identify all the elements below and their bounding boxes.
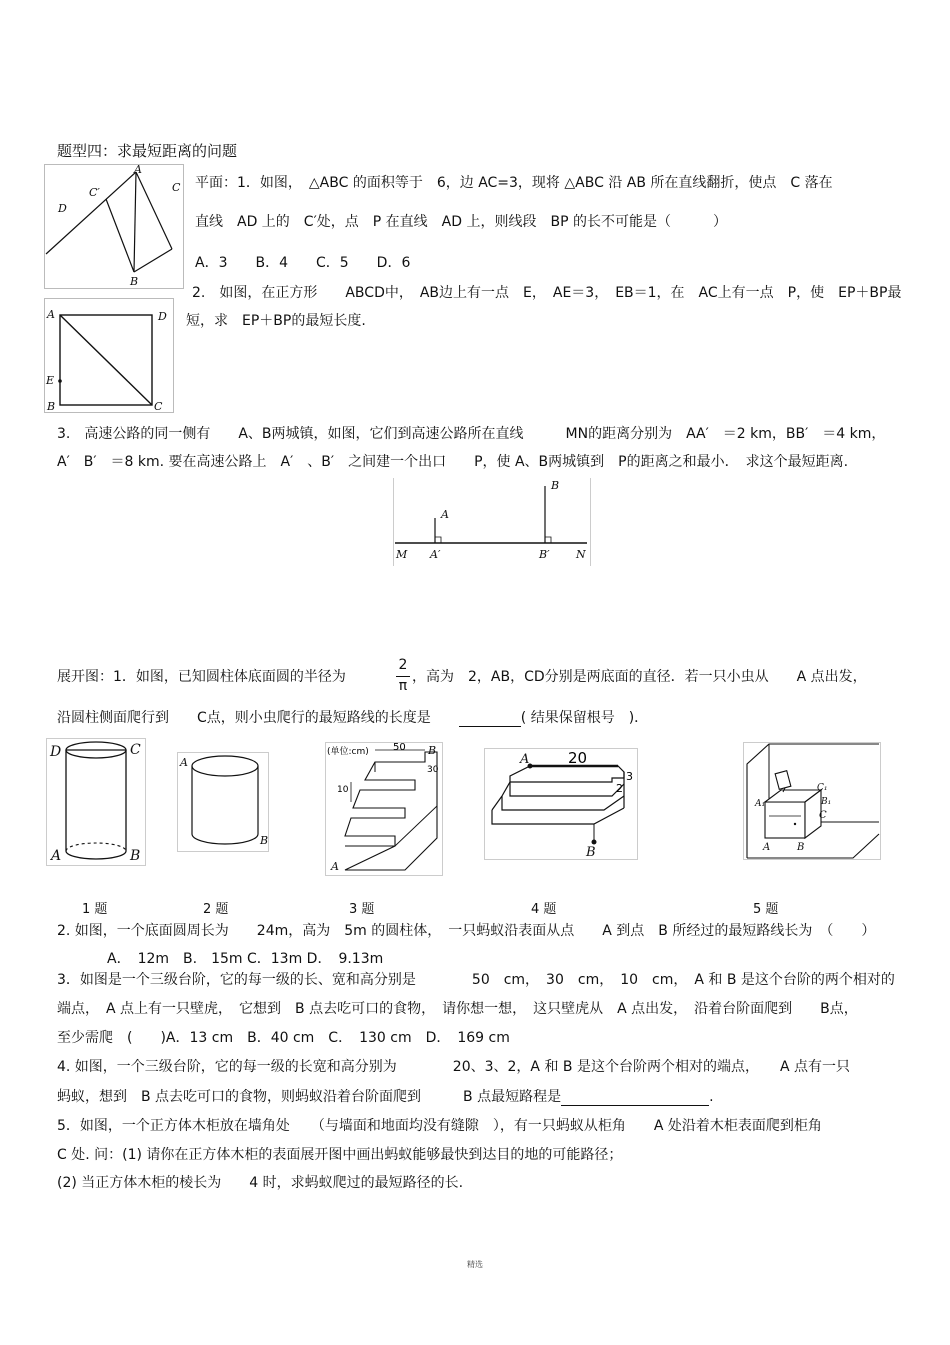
unfold-q3-line2: 端点， A 点上有一只壁虎， 它想到 B 点去吃可口的食物， 请你想一想， 这只壁虎从 A 点出发， 沿着台阶面爬到 B点， bbox=[57, 1001, 858, 1017]
unfold-q2-line1: 2. 如图，一个底面圆周长为 24m，高为 5m 的圆柱体， 一只蚂蚁沿表面从点 A 到点 B 所经过的最短路线长为 （ ） bbox=[57, 923, 876, 939]
dim-3: 3 bbox=[626, 770, 633, 783]
unfold-q4-line2 bbox=[57, 1088, 714, 1106]
answer-blank[interactable] bbox=[459, 712, 521, 727]
section-title: 题型四：求最短距离的问题 bbox=[57, 142, 238, 160]
label-D: D bbox=[58, 202, 67, 215]
label-B: B bbox=[130, 848, 141, 864]
label-C1: C₁ bbox=[817, 783, 828, 793]
unit-label: (单位:cm) bbox=[327, 747, 369, 757]
caption-4: 4 题 bbox=[531, 902, 557, 917]
label-B: B bbox=[260, 834, 269, 847]
label-B: B bbox=[551, 479, 560, 492]
page-footer: 精选 bbox=[467, 1260, 483, 1269]
figure-cylinder-1 bbox=[46, 738, 146, 866]
unfold-q2-options: A． 12m B. 15m C．13m D． 9.13m bbox=[107, 951, 384, 967]
plane-q1-text: 1．如图， △ABC 的面积等于 6，边 AC=3，现将 △ABC 沿 AB 所在直线翻折，使点 C 落在 bbox=[237, 175, 833, 191]
unfold-q1-line2-tail: ( 结果保留根号 )． bbox=[520, 710, 649, 726]
fraction-numerator: 2 bbox=[398, 657, 408, 673]
figure-square bbox=[44, 298, 174, 413]
unfold-q4-line1: 4. 如图，一个三级台阶，它的每一级的长宽和高分别为 20、3、2，A 和 B 是这个台阶两个相对的端点， A 点有一只 bbox=[57, 1059, 850, 1075]
figure-highway bbox=[393, 478, 591, 566]
label-B: B bbox=[586, 845, 596, 860]
label-B: B bbox=[47, 400, 56, 413]
plane-q1-line1 bbox=[195, 174, 833, 192]
plane-q3-line2: A′ B′ ＝8 km. 要在高速公路上 A′ 、B′ 之间建一个出口 P，使 A、B两城镇到 P的距离之和最小． 求这个最短距离. bbox=[57, 454, 849, 470]
label-B: B bbox=[130, 275, 139, 288]
label-D: D bbox=[50, 744, 62, 760]
unfold-q4-line2-tail: . bbox=[709, 1089, 714, 1105]
label-A: A bbox=[51, 848, 62, 864]
unfold-q1-line2 bbox=[57, 709, 648, 727]
label-C: C bbox=[172, 181, 181, 194]
unfold-q5-line2: C 处. 问：(1) 请你在正方体木柜的表面展开图中画出蚂蚁能够最快到达目的地的可能路径； bbox=[57, 1147, 623, 1163]
caption-2: 2 题 bbox=[203, 902, 229, 917]
answer-blank[interactable] bbox=[561, 1091, 709, 1106]
unfold-q5-line3: (2) 当正方体木柜的棱长为 4 时，求蚂蚁爬过的最短路径的长. bbox=[57, 1175, 464, 1191]
dim-10: 10 bbox=[337, 785, 349, 795]
figure-cabinet bbox=[743, 742, 881, 860]
dim-30: 30 bbox=[427, 765, 439, 775]
unfold-q5-line1: 5．如图，一个正方体木柜放在墙角处 （与墙面和地面均没有缝隙 ），有一只蚂蚁从柜角 A 处沿着木柜表面爬到柜角 bbox=[57, 1118, 822, 1134]
label-A: A bbox=[331, 860, 339, 873]
label-B: B bbox=[797, 842, 805, 853]
plane-q1-line2: 直线 AD 上的 C′处，点 P 在直线 AD 上，则线段 BP 的长不可能是（ ） bbox=[195, 214, 727, 230]
figure-triangle-fold bbox=[44, 164, 184, 289]
fraction-denominator: π bbox=[398, 678, 408, 694]
label-A1: A₁ bbox=[755, 799, 766, 809]
figure-cylinder-2 bbox=[177, 752, 269, 852]
figure-staircase-3 bbox=[325, 742, 443, 876]
label-A: A bbox=[441, 508, 449, 521]
plane-q1-options: A．3 B．4 C．5 D．6 bbox=[195, 255, 411, 271]
label-B-prime: B′ bbox=[539, 548, 550, 561]
plane-q3-line1: 3. 高速公路的同一侧有 A、B两城镇，如图，它们到高速公路所在直线 MN的距离分别为 AA′ ＝2 km，BB′ ＝4 km， bbox=[57, 426, 886, 442]
caption-3: 3 题 bbox=[349, 902, 375, 917]
label-A: A bbox=[180, 756, 188, 769]
label-A-prime: A′ bbox=[430, 548, 441, 561]
label-C: C bbox=[154, 400, 163, 413]
dim-20: 20 bbox=[568, 749, 588, 767]
fraction-bar bbox=[396, 676, 410, 677]
caption-1: 1 题 bbox=[82, 902, 108, 917]
label-M: M bbox=[396, 548, 408, 561]
dim-50: 50 bbox=[393, 742, 406, 753]
unfold-q4-line2-text: 蚂蚁，想到 B 点去吃可口的食物，则蚂蚁沿着台阶面爬到 B 点最短路程是 bbox=[57, 1089, 562, 1105]
unfold-q3-line1: 3．如图是一个三级台阶，它的每一级的长、宽和高分别是 50 cm， 30 cm， 10 cm， A 和 B 是这个台阶的两个相对的 bbox=[57, 972, 895, 988]
label-N: N bbox=[576, 548, 586, 561]
unfold-q3-line3: 至少需爬 ( )A．13 cm B．40 cm C． 130 cm D． 169 cm bbox=[57, 1030, 510, 1046]
unfold-q1-line1-before: 展开图：1．如图，已知圆柱体底面圆的半径为 bbox=[57, 669, 346, 685]
label-C: C bbox=[819, 810, 827, 821]
label-A: A bbox=[520, 752, 530, 767]
label-A: A bbox=[47, 308, 55, 321]
label-B: B bbox=[428, 744, 437, 757]
unfold-q1-line1-after: ，高为 2，AB，CD分别是两底面的直径．若一只小虫从 A 点出发， bbox=[412, 669, 867, 685]
plane-q2-line2: 短，求 EP＋BP的最短长度. bbox=[186, 313, 366, 329]
label-C: C bbox=[130, 742, 141, 758]
label-E: E bbox=[46, 374, 55, 387]
figure-staircase-4 bbox=[484, 748, 638, 860]
label-C-prime: C′ bbox=[89, 186, 100, 199]
plane-q2-line1: 2. 如图，在正方形 ABCD中， AB边上有一点 E， AE＝3， EB＝1，在 AC上有一点 P，使 EP＋BP最 bbox=[192, 285, 902, 301]
caption-5: 5 题 bbox=[753, 902, 779, 917]
label-B1: B₁ bbox=[821, 797, 832, 807]
label-D: D bbox=[158, 310, 167, 323]
label-A: A bbox=[134, 164, 142, 176]
label-A: A bbox=[763, 842, 771, 853]
unfold-q1-line2-text: 沿圆柱侧面爬行到 C点，则小虫爬行的最短路线的长度是 bbox=[57, 710, 459, 726]
dim-2: 2 bbox=[616, 782, 623, 795]
plane-label: 平面： bbox=[195, 175, 237, 191]
